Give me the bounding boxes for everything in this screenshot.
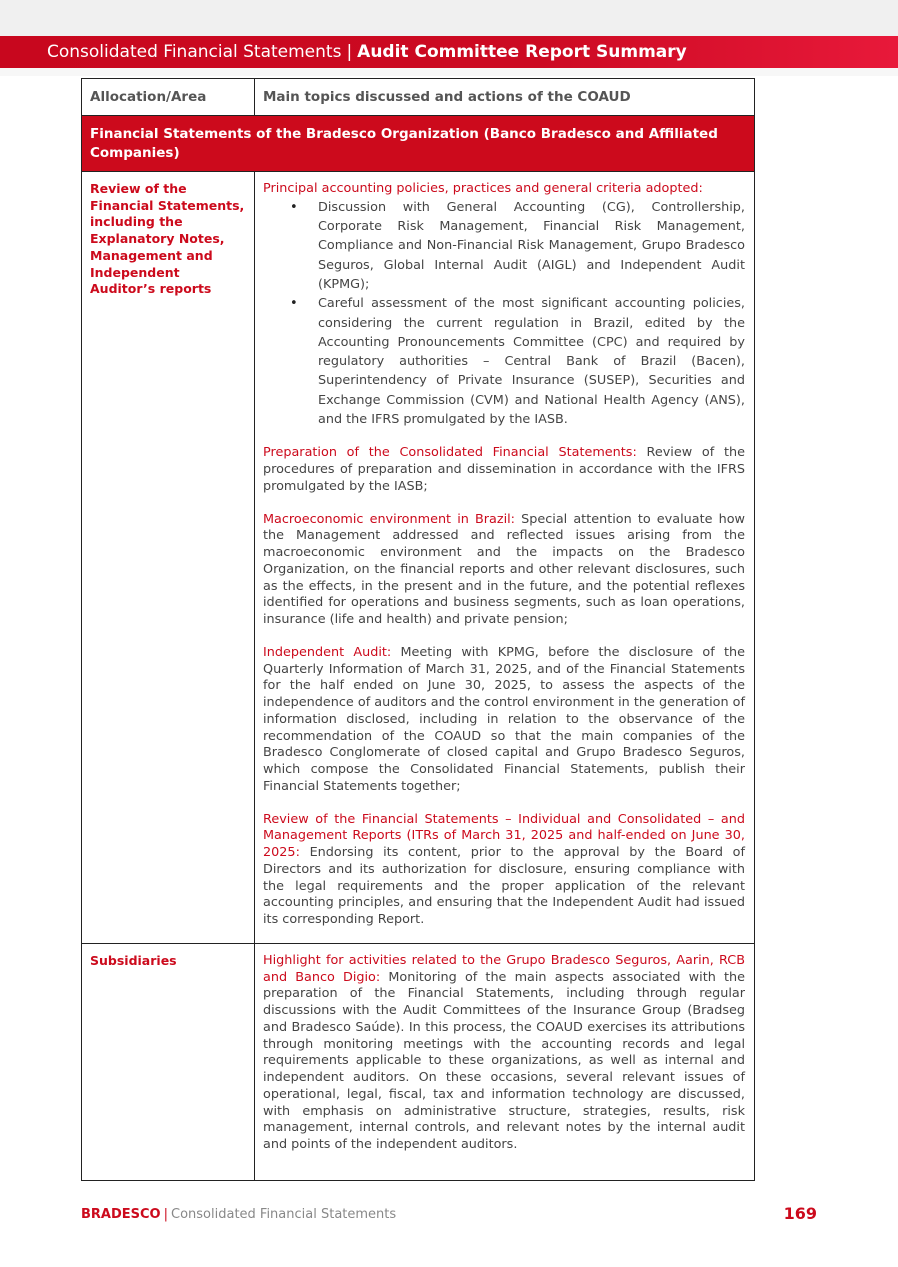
topic-text: Monitoring of the main aspects associated with the preparation of the Financial Statements, including through regular discussions with the Audit Committees of the Insurance Group (Bradseg and Bradesco Saúde). In this process, the COAUD exercises its attributions through monitoring meetings with the accounting records and legal requirements applicable to these organizations, as well as internal and independent auditors. On these occasions, several relevant issues of operational, legal, fiscal, tax and information technology are discussed, with emphasis on administrative structure, strategies, results, risk management, internal controls, and relevant notes by the internal audit and points of the independent auditors. — [263, 969, 745, 1153]
page-number: 169 — [783, 1204, 817, 1223]
table-row — [82, 943, 755, 1180]
topic-paragraph — [263, 812, 745, 929]
policies-heading: Principal accounting policies, practices and general criteria adopted: — [263, 181, 703, 196]
area-cell: Subsidiaries — [82, 943, 255, 1180]
header-shadow-band — [0, 68, 898, 76]
header-separator: | — [346, 42, 353, 62]
header-section: Consolidated Financial Statements — [47, 42, 342, 62]
list-item: • Discussion with General Accounting (CG), Controllership, Corporate Risk Management, Financial Risk Management, Compliance and Non-Financial Risk Management, Grupo Bradesco Seguros, Global Internal Audit (AIGL) and Independent Audit (KPMG); — [318, 198, 745, 294]
header-title — [47, 41, 687, 63]
topic-text: Special attention to evaluate how the Management addressed and reflected issues arising from the macroeconomic environment and the impacts on the Bradesco Organization, on the financial reports and other relevant disclosures, such as the effects, in the present and in the future, and the potential reflexes identified for operations and business segments, such as loan operations, insurance (life and health) and private pension; — [263, 511, 745, 628]
header-subsection: Audit Committee Report Summary — [357, 42, 687, 62]
topic-paragraph — [263, 445, 745, 495]
footer-brand: BRADESCO — [81, 1207, 161, 1222]
table-row — [82, 172, 755, 944]
footer-text: Consolidated Financial Statements — [171, 1207, 397, 1222]
column-header-topics: Main topics discussed and actions of the COAUD — [255, 79, 755, 116]
topic-paragraph — [263, 512, 745, 629]
top-margin-band — [0, 0, 898, 36]
topic-text: Endorsing its content, prior to the approval by the Board of Directors and its authorization for disclosure, ensuring compliance with the legal requirements and the proper application of the relevant accounting principles, and ensuring that the Independent Audit had issued its corresponding Report. — [263, 845, 745, 928]
list-item: • Careful assessment of the most significant accounting policies, considering the current regulation in Brazil, edited by the Accounting Pronouncements Committee (CPC) and required by regulatory authorities – Central Bank of Brazil (Bacen), Superintendency of Private Insurance (SUSEP), Securities and Exchange Commission (CVM) and National Health Agency (ANS), and the IFRS promulgated by the IASB. — [318, 294, 745, 429]
audit-committee-table — [81, 78, 755, 1181]
topic-lead: Macroeconomic environment in Brazil: — [263, 511, 515, 527]
topic-paragraph — [263, 645, 745, 796]
footer-separator: | — [163, 1207, 168, 1222]
area-cell: Review of the Financial Statements, including the Explanatory Notes, Management and Independent Auditor’s reports — [82, 172, 255, 944]
topics-cell — [255, 172, 755, 944]
topic-text: Review of the procedures of preparation and dissemination in accordance with the IFRS promulgated by the IASB; — [263, 445, 745, 494]
topics-cell — [255, 943, 755, 1180]
topic-lead: Highlight for activities related to the Grupo Bradesco Seguros, Aarin, RCB and Banco Digio: — [263, 952, 745, 985]
topic-lead: Preparation of the Consolidated Financial Statements: — [263, 445, 637, 461]
table-header-row — [82, 79, 755, 116]
column-header-area: Allocation/Area — [82, 79, 255, 116]
topic-text: Meeting with KPMG, before the disclosure of the Quarterly Information of March 31, 2025, and of the Financial Statements for the half ended on June 30, 2025, to assess the aspects of the independence of auditors and the control environment in the generation of information disclosed, including in relation to the observance of the recommendation of the COAUD so that the main companies of the Bradesco Conglomerate of closed capital and Grupo Bradesco Seguros, which compose the Consolidated Financial Statements, publish their Financial Statements together; — [263, 644, 745, 794]
topic-lead: Review of the Financial Statements – Individual and Consolidated – and Management Reports (ITRs of March 31, 2025 and half-ended on June 30, 2025: — [263, 811, 745, 861]
page-header-banner — [0, 36, 898, 68]
topic-paragraph — [263, 953, 745, 1154]
page-footer — [81, 1206, 817, 1226]
topic-lead: Independent Audit: — [263, 644, 392, 660]
policies-bullet-list — [263, 198, 745, 430]
section-row — [82, 116, 755, 172]
section-title: Financial Statements of the Bradesco Organization (Banco Bradesco and Affiliated Companies) — [82, 116, 755, 172]
